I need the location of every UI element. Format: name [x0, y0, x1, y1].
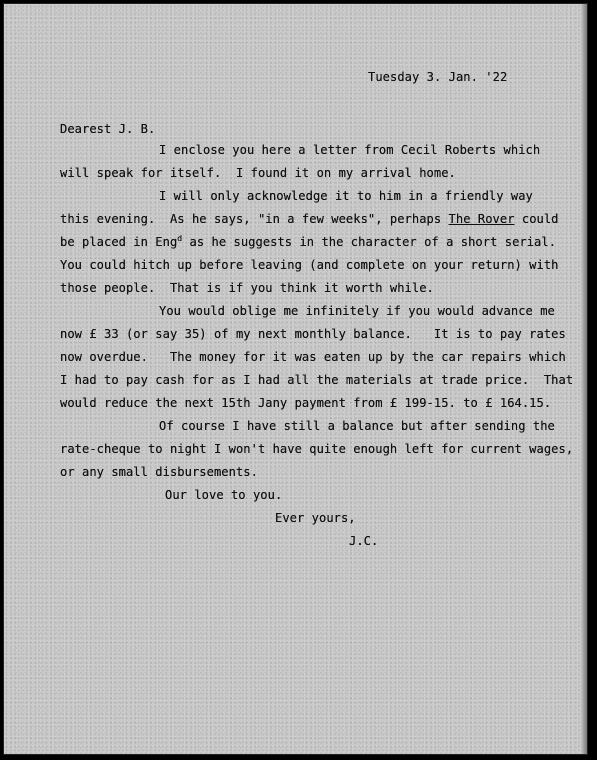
body-line: those people. That is if you think it worth while.: [60, 281, 434, 295]
body-line-text: this evening. As he says, "in a few weeks", perhaps: [60, 212, 449, 226]
body-line: I had to pay cash for as I had all the materials at trade price. That: [60, 373, 574, 387]
body-line: or any small disbursements.: [60, 465, 258, 479]
body-line: rate-cheque to night I won't have quite enough left for current wages,: [60, 442, 574, 456]
body-line: Of course I have still a balance but after sending the: [159, 419, 555, 433]
body-line: [60, 235, 556, 249]
body-line: would reduce the next 15th Jany payment from £ 199-15. to £ 164.15.: [60, 396, 552, 410]
body-line: You would oblige me infinitely if you would advance me: [159, 304, 555, 318]
body-line-text: be placed in Eng: [60, 235, 178, 249]
superscript: d: [177, 233, 183, 243]
body-line-text: as he suggests in the character of a short serial.: [182, 235, 557, 249]
body-line: [60, 212, 559, 226]
body-line: I will only acknowledge it to him in a friendly way: [159, 189, 533, 203]
letter-date: Tuesday 3. Jan. '22: [368, 70, 508, 84]
body-line: now overdue. The money for it was eaten up by the car repairs which: [60, 350, 566, 364]
page-edge: [580, 4, 587, 754]
body-line-text: could: [514, 212, 559, 226]
body-line: now £ 33 (or say 35) of my next monthly balance. It is to pay rates: [60, 327, 566, 341]
closing-ever: Ever yours,: [275, 511, 356, 525]
letter-page: [3, 3, 588, 755]
body-line: You could hitch up before leaving (and complete on your return) with: [60, 258, 559, 272]
book-title: The Rover: [448, 212, 515, 226]
closing-love: Our love to you.: [165, 488, 283, 502]
salutation: Dearest J. B.: [60, 122, 156, 136]
body-line: will speak for itself. I found it on my arrival home.: [60, 166, 456, 180]
signature: J.C.: [349, 534, 379, 548]
body-line: I enclose you here a letter from Cecil Roberts which: [159, 143, 541, 157]
